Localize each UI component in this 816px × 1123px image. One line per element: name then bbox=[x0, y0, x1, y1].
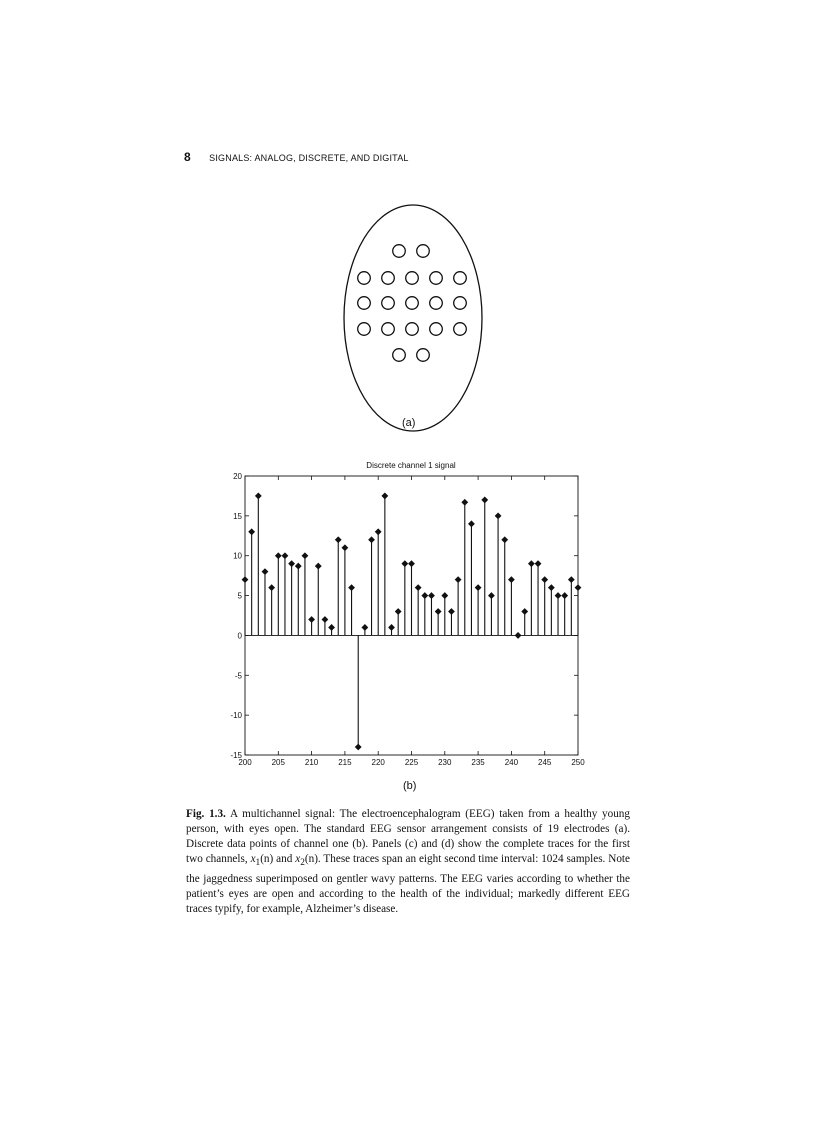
data-point-marker bbox=[421, 592, 428, 599]
caption-sub2: 2 bbox=[300, 858, 305, 869]
data-point-marker bbox=[528, 560, 535, 567]
x-tick-label: 240 bbox=[504, 758, 519, 767]
x-tick-label: 205 bbox=[271, 758, 285, 767]
x-tick-label: 220 bbox=[371, 758, 385, 767]
data-point-marker bbox=[541, 576, 548, 583]
x-tick-label: 200 bbox=[238, 758, 252, 767]
data-point-marker bbox=[548, 584, 555, 591]
data-point-marker bbox=[315, 563, 322, 570]
y-tick-label: -10 bbox=[230, 711, 242, 721]
data-point-marker bbox=[515, 632, 522, 639]
data-point-marker bbox=[342, 544, 349, 551]
data-point-marker bbox=[568, 576, 575, 583]
data-point-marker bbox=[495, 512, 502, 519]
y-tick-label: 10 bbox=[233, 551, 242, 561]
data-point-marker bbox=[242, 576, 249, 583]
data-point-marker bbox=[308, 616, 315, 623]
data-point-marker bbox=[268, 584, 275, 591]
caption-sub1: 1 bbox=[255, 858, 261, 869]
caption-text-1: A multichannel signal: The electroencephalogram (EEG) taken from a healthy young person, with eyes open. The standard EEG sensor arrangement consists of 19 electrodes (a). Discrete data points of channel one (b). Panels (c) and (d) show the complete traces for the first two channels, bbox=[186, 808, 630, 866]
x-tick-label: 225 bbox=[404, 758, 419, 767]
data-point-marker bbox=[302, 552, 309, 559]
caption-n1: (n) bbox=[260, 853, 274, 866]
data-point-marker bbox=[388, 624, 395, 631]
data-point-marker bbox=[561, 592, 568, 599]
data-point-marker bbox=[475, 584, 482, 591]
data-point-marker bbox=[288, 560, 295, 567]
data-point-marker bbox=[428, 592, 435, 599]
data-point-marker bbox=[375, 528, 382, 535]
caption-x1: x bbox=[250, 853, 256, 866]
caption-and: and bbox=[273, 853, 296, 866]
data-point-marker bbox=[381, 493, 388, 500]
caption-text-2: . These traces span an eight second time interval: 1024 samples. Note the jaggedness superimposed on gentler wavy patterns. The EEG varies according to whether the patient’s eyes are open and according to the health of the individual; markedly different EEG traces typify, for example, Alzheimer’s disease. bbox=[186, 853, 631, 915]
chart-title: Discrete channel 1 signal bbox=[366, 461, 456, 470]
data-point-marker bbox=[468, 520, 475, 527]
data-point-marker bbox=[295, 563, 302, 570]
caption-label: Fig. 1.3. bbox=[186, 808, 226, 820]
data-point-marker bbox=[555, 592, 562, 599]
data-point-marker bbox=[455, 576, 462, 583]
data-point-marker bbox=[348, 584, 355, 591]
data-point-marker bbox=[435, 608, 442, 615]
data-point-marker bbox=[401, 560, 408, 567]
x-tick-label: 210 bbox=[304, 758, 319, 767]
caption-n2: (n) bbox=[304, 853, 318, 866]
data-point-marker bbox=[461, 499, 468, 506]
data-point-marker bbox=[575, 584, 582, 591]
data-point-marker bbox=[481, 497, 488, 504]
data-point-marker bbox=[441, 592, 448, 599]
y-tick-label: 15 bbox=[233, 511, 242, 521]
y-tick-label: 20 bbox=[233, 472, 242, 481]
data-point-marker bbox=[248, 528, 255, 535]
page-number: 8 bbox=[184, 150, 191, 164]
x-tick-label: 215 bbox=[338, 758, 352, 767]
data-point-marker bbox=[322, 616, 329, 623]
panel-b-label: (b) bbox=[403, 780, 417, 792]
y-axis bbox=[230, 472, 578, 760]
y-tick-label: 5 bbox=[237, 591, 242, 601]
data-point-marker bbox=[361, 624, 368, 631]
data-point-marker bbox=[275, 552, 282, 559]
data-point-marker bbox=[508, 576, 515, 583]
data-point-marker bbox=[448, 608, 455, 615]
figure-caption bbox=[186, 807, 630, 917]
data-point-marker bbox=[328, 624, 335, 631]
data-point-marker bbox=[355, 744, 362, 751]
data-point-marker bbox=[408, 560, 415, 567]
running-title: SIGNALS: ANALOG, DISCRETE, AND DIGITAL bbox=[209, 153, 409, 163]
data-point-marker bbox=[282, 552, 289, 559]
data-point-marker bbox=[501, 536, 508, 543]
data-point-marker bbox=[368, 536, 375, 543]
data-point-marker bbox=[255, 493, 262, 500]
x-tick-label: 235 bbox=[471, 758, 485, 767]
data-point-marker bbox=[262, 568, 269, 575]
y-tick-label: 0 bbox=[237, 631, 242, 641]
data-point-marker bbox=[488, 592, 495, 599]
data-series bbox=[242, 493, 582, 751]
x-tick-label: 245 bbox=[538, 758, 552, 767]
x-tick-label: 230 bbox=[438, 758, 452, 767]
x-tick-label: 250 bbox=[571, 758, 585, 767]
data-point-marker bbox=[415, 584, 422, 591]
panel-a-label: (a) bbox=[402, 417, 416, 429]
y-tick-label: -5 bbox=[234, 671, 242, 681]
data-point-marker bbox=[395, 608, 402, 615]
data-point-marker bbox=[335, 536, 342, 543]
data-point-marker bbox=[535, 560, 542, 567]
y-tick-label: -15 bbox=[230, 751, 242, 760]
caption-x2: x bbox=[295, 853, 301, 866]
data-point-marker bbox=[521, 608, 528, 615]
